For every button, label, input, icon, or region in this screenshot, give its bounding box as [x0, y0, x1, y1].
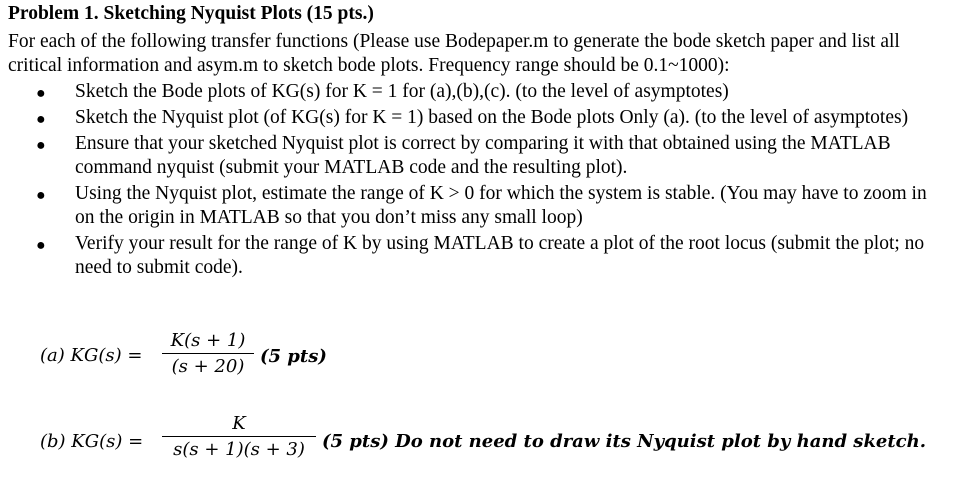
task-item: [0, 182, 960, 230]
equation-b-fraction: [162, 413, 316, 460]
equation-a-numerator: K(s + 1): [170, 330, 246, 351]
fraction-bar: [162, 436, 316, 437]
equation-b-denominator: s(s + 1)(s + 3): [173, 439, 305, 460]
equation-b-numerator: K: [232, 413, 246, 434]
equation-a-denominator: (s + 20): [171, 356, 245, 377]
task-text: Ensure that your sketched Nyquist plot is correct by comparing it with that obtained using the MATLAB command nyquist (submit your MATLAB code and the resulting plot).: [75, 133, 891, 178]
bullet-icon: ●: [36, 85, 46, 102]
task-item: [0, 132, 960, 180]
equation-a-points: (5 pts): [260, 346, 327, 367]
equation-b-lhs: (b) KG(s) =: [40, 431, 144, 452]
bullet-icon: ●: [36, 237, 46, 254]
task-list: [0, 80, 960, 282]
task-text: Sketch the Nyquist plot (of KG(s) for K = 1) based on the Bode plots Only (a). (to the level of asymptotes): [75, 107, 909, 128]
problem-title: Problem 1. Sketching Nyquist Plots (15 pts.): [8, 3, 374, 24]
equation-a-fraction: [162, 330, 254, 377]
bullet-icon: ●: [36, 187, 46, 204]
problem-intro: For each of the following transfer functions (Please use Bodepaper.m to generate the bode sketch paper and list all critical information and asym.m to sketch bode plots. Frequency range should be 0.1~1000):: [8, 31, 900, 76]
fraction-bar: [162, 353, 254, 354]
equation-a-lhs: (a) KG(s) =: [40, 345, 143, 366]
equation-b-points: (5 pts) Do not need to draw its Nyquist plot by hand sketch.: [322, 431, 926, 452]
bullet-icon: ●: [36, 111, 46, 128]
task-text: Using the Nyquist plot, estimate the range of K > 0 for which the system is stable. (You may have to zoom in on the origin in MATLAB so that you don’t miss any small loop): [75, 183, 927, 228]
bullet-icon: ●: [36, 137, 46, 154]
task-item: [0, 106, 960, 130]
task-item: [0, 232, 960, 280]
task-text: Verify your result for the range of K by using MATLAB to create a plot of the root locus (submit the plot; no need to submit code).: [75, 233, 925, 278]
task-text: Sketch the Bode plots of KG(s) for K = 1 for (a),(b),(c). (to the level of asymptotes): [75, 81, 729, 102]
task-item: [0, 80, 960, 104]
